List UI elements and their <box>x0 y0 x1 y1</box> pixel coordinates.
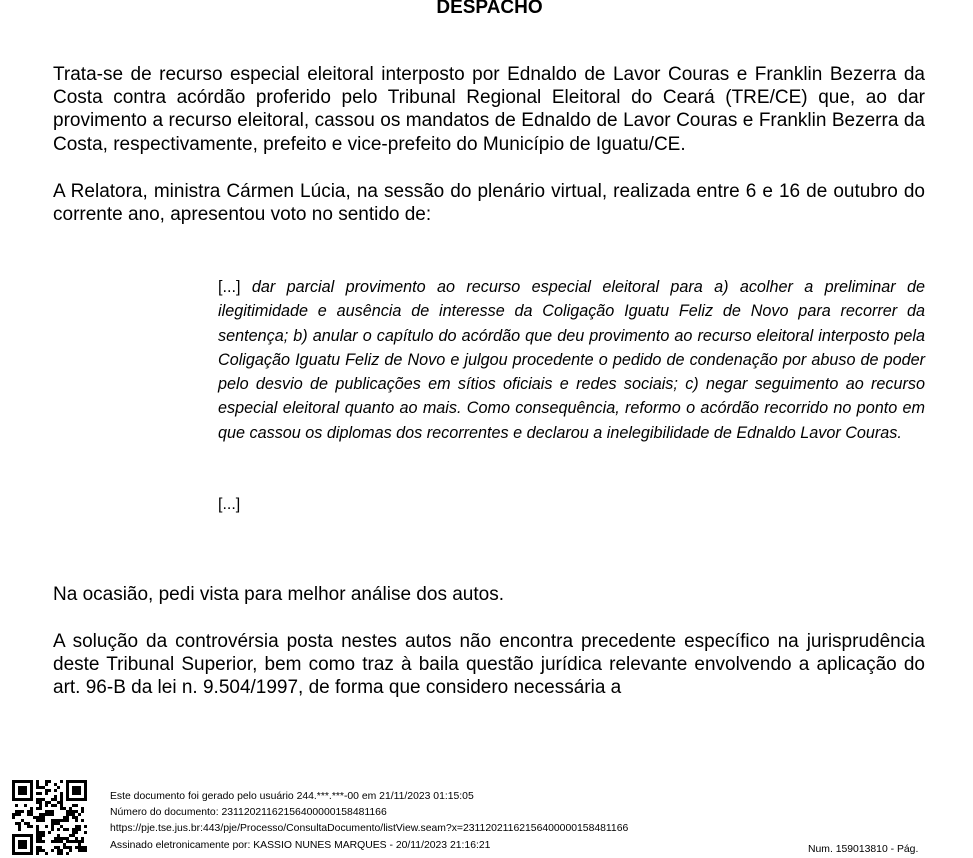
footer-url[interactable]: https://pje.tse.jus.br:443/pje/Processo/ConsultaDocumento/listView.seam?x=23112021162156400000158481166 <box>110 823 629 835</box>
footer-metadata <box>110 789 628 854</box>
document-title: DESPACHO <box>436 0 543 18</box>
qr-code-icon <box>12 780 87 855</box>
paragraph-solucao: A solução da controvérsia posta nestes autos não encontra precedente específico na jurisprudência deste Tribunal Superior, bem como traz à baila questão jurídica relevante envolvendo a aplicação do art. 96-B da lei n. 9.504/1997, de forma que considero necessária a <box>53 631 925 699</box>
quoted-vote <box>218 275 925 445</box>
page-number: Num. 159013810 - Pág. <box>808 844 919 855</box>
paragraph-vista: Na ocasião, pedi vista para melhor análise dos autos. <box>53 584 504 605</box>
paragraph-intro: Trata-se de recurso especial eleitoral interposto por Ednaldo de Lavor Couras e Franklin Bezerra da Costa contra acórdão proferido pelo Tribunal Regional Eleitoral do Ceará (TRE/CE) que, ao dar provimento a recurso eleitoral, cassou os mandatos de Ednaldo de Lavor Couras e Franklin Bezerra da Costa, respectivamente, prefeito e vice-prefeito do Município de Iguatu/CE. <box>53 64 925 155</box>
footer-signature: Assinado eletronicamente por: KASSIO NUNES MARQUES - 20/11/2023 21:16:21 <box>110 839 491 851</box>
quote-body: dar parcial provimento ao recurso especial eleitoral para a) acolher a preliminar de ilegitimidade e ausência de interesse da Coligação Iguatu Feliz de Novo para recorrer da sentença; b) anular o capítulo do acórdão que deu provimento ao recurso eleitoral interposto pela Coligação Iguatu Feliz de Novo e julgou procedente o pedido de condenação por abuso de poder pelo desvio de publicações em sítios oficiais e redes sociais; c) negar seguimento ao recurso especial eleitoral quanto ao mais. Como consequência, reformo o acórdão recorrido no ponto em que cassou os diplomas dos recorrentes e declarou a inelegibilidade de Ednaldo Lavor Couras. <box>218 278 925 442</box>
paragraph-relatora: A Relatora, ministra Cármen Lúcia, na sessão do plenário virtual, realizada entre 6 e 16 de outubro do corrente ano, apresentou voto no sentido de: <box>53 181 925 226</box>
footer-generated-by: Este documento foi gerado pelo usuário 244.***.***-00 em 21/11/2023 01:15:05 <box>110 791 474 802</box>
quote-close-ellipsis: [...] <box>218 496 241 513</box>
quote-open-ellipsis: [...] <box>218 278 241 296</box>
footer-document-number: Número do documento: 23112021162156400000158481166 <box>110 807 387 819</box>
